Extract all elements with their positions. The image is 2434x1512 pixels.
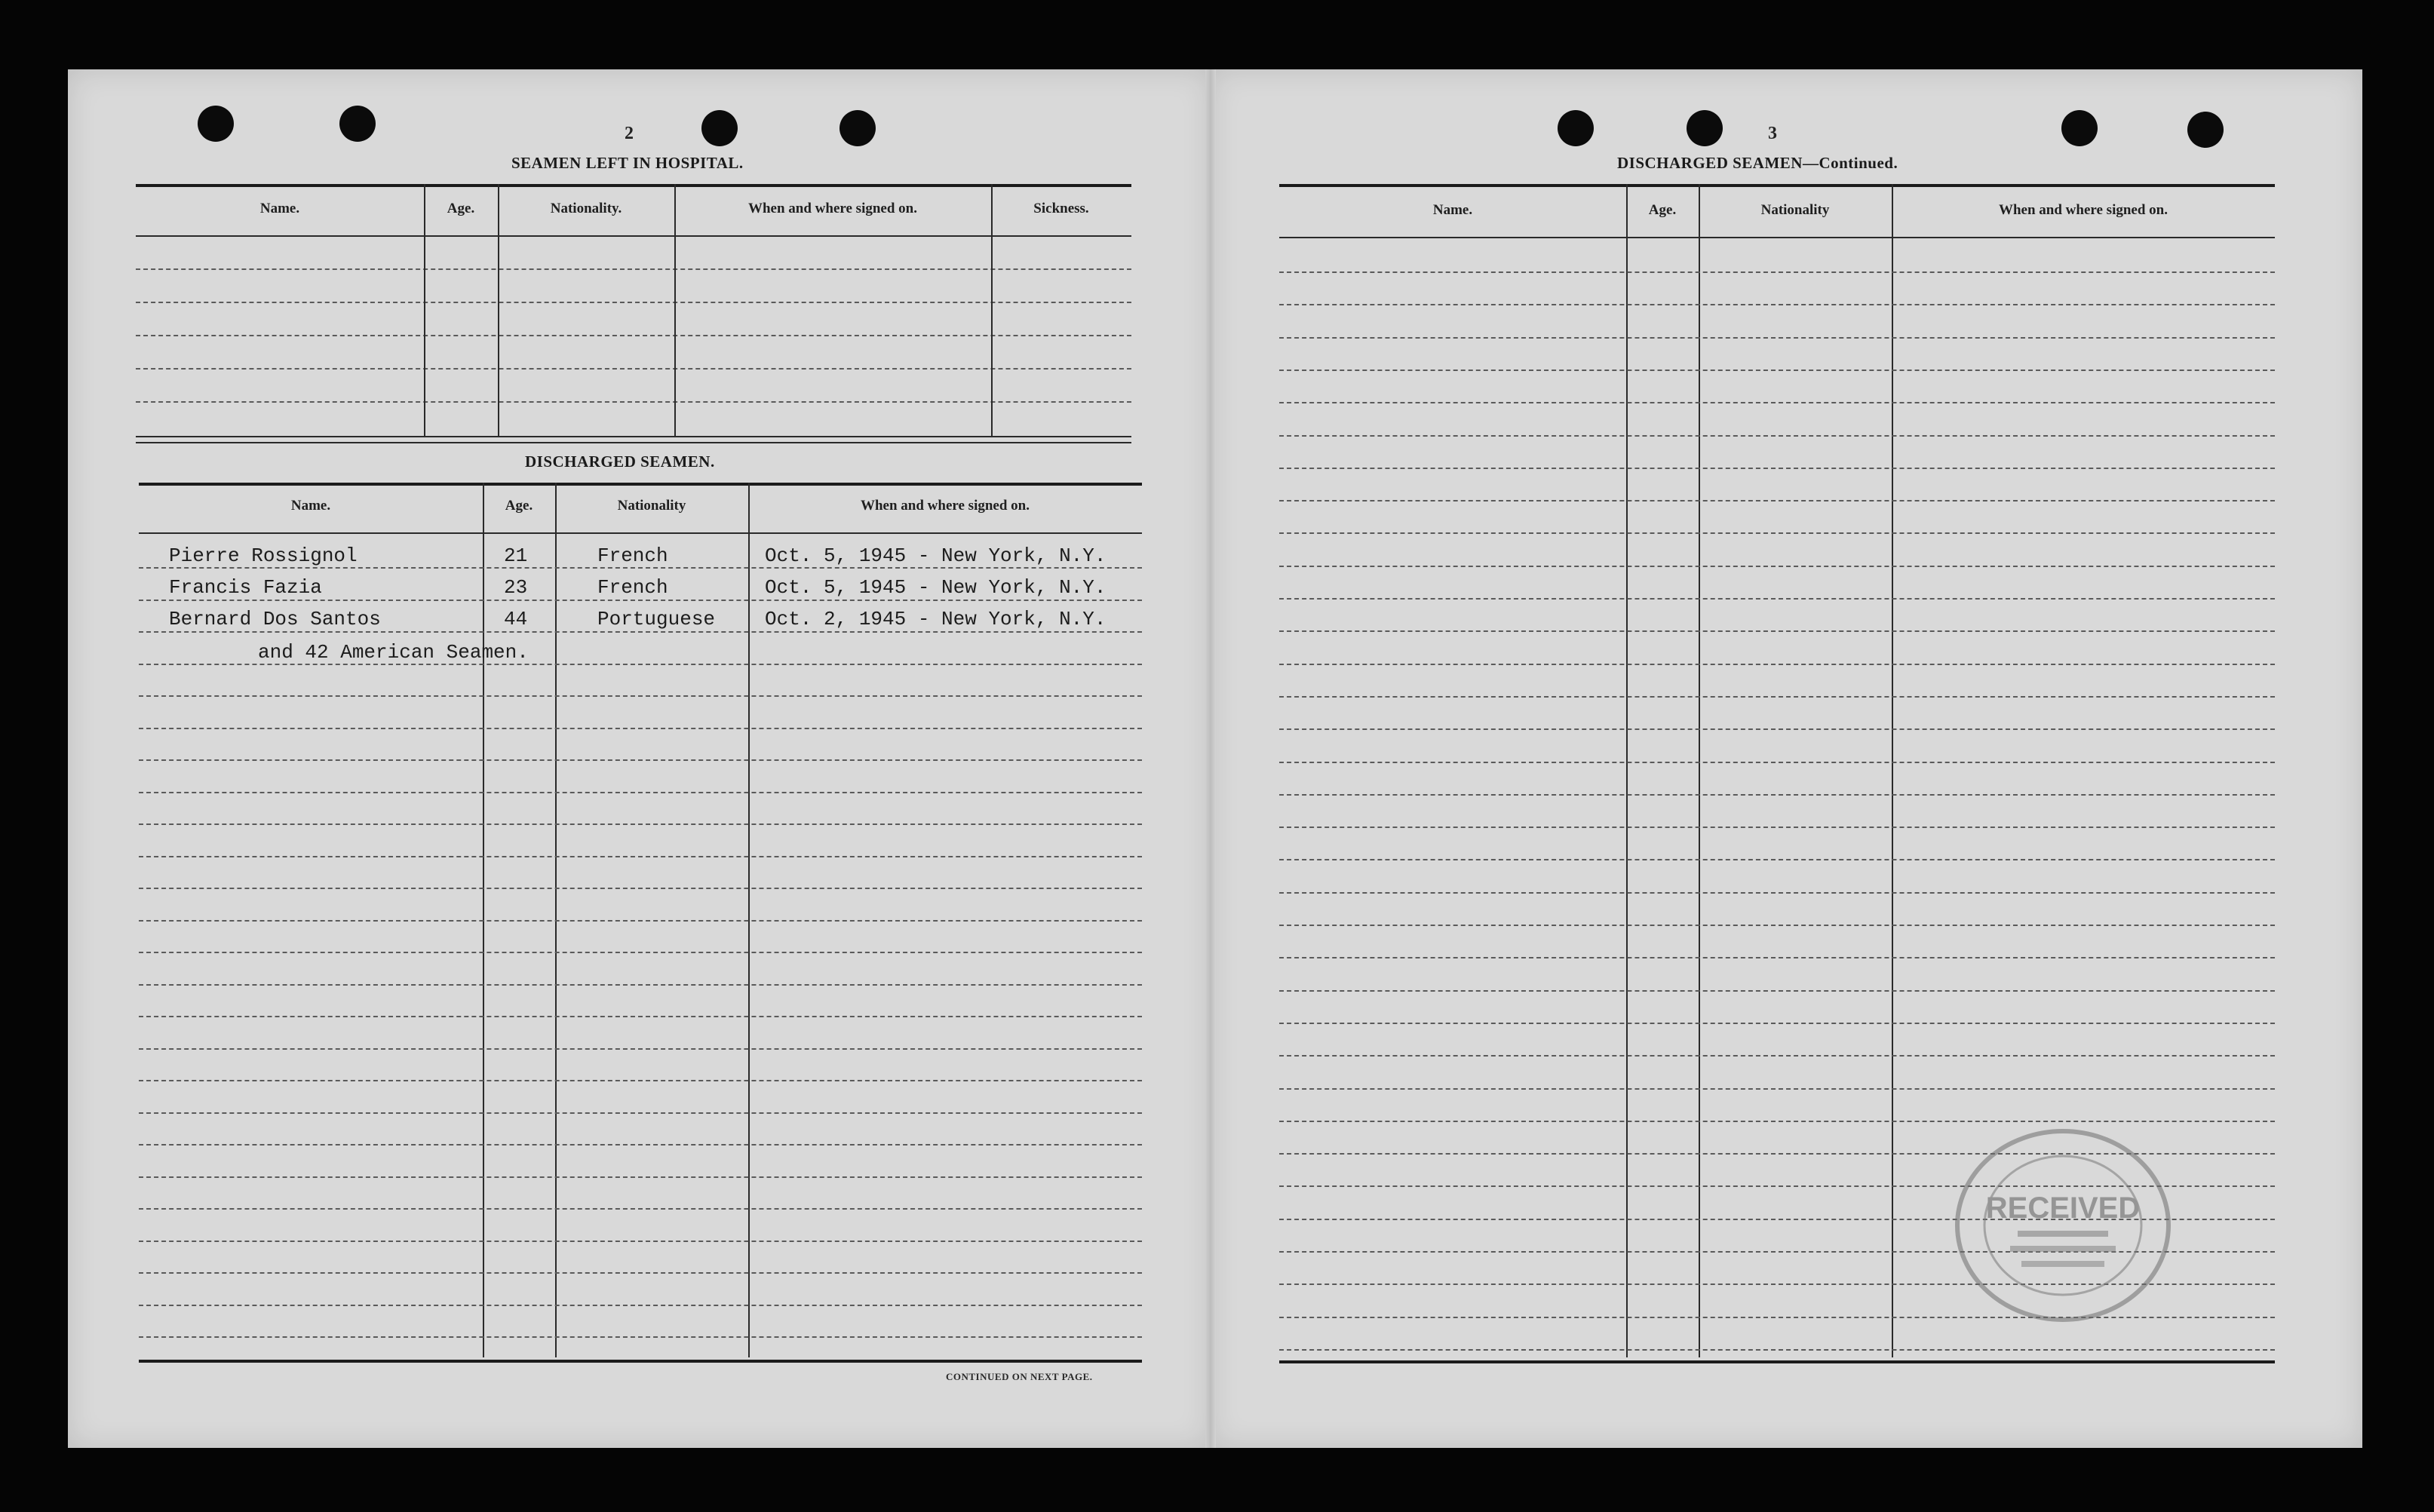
ruled-line [139,567,1142,569]
ruled-line [1279,304,2275,305]
stamp-received-text: RECEIVED [1985,1192,2141,1225]
continued-col-nationality: Nationality [1760,202,1830,218]
ruled-line [1279,337,2275,339]
ruled-line [139,792,1142,793]
punch-hole [1687,110,1723,146]
ruled-line [1279,794,2275,796]
continued-label: CONTINUED ON NEXT PAGE. [946,1371,1093,1382]
ruled-line [139,920,1142,922]
hospital-col-signed-on: When and where signed on. [747,201,917,216]
ruled-line [1279,402,2275,403]
continued-col-name: Name. [1432,202,1473,218]
ruled-line [1279,630,2275,632]
ruled-line [1279,1349,2275,1351]
row-3-nationality: Portuguese [597,608,716,630]
hospital-col-nationality: Nationality. [550,201,622,216]
ruled-line [1279,500,2275,501]
ruled-line [139,631,1142,633]
punch-hole [1558,110,1594,146]
discharged-col-name: Name. [290,498,331,514]
ruled-line [1279,728,2275,730]
ruled-line [139,952,1142,953]
ruled-line [139,1144,1142,1146]
ruled-line [1279,762,2275,763]
discharged-section-title: DISCHARGED SEAMEN. [525,452,715,471]
page-gutter [1205,69,1216,1448]
received-stamp [1950,1124,2176,1327]
ruled-line [139,728,1142,729]
american-seamen-note: and 42 American Seamen. [258,641,529,664]
row-2-age: 23 [504,576,528,599]
ruled-line [139,1272,1142,1274]
row-3-signed-on: Oct. 2, 1945 - New York, N.Y. [765,608,1107,630]
punch-hole [198,106,234,142]
ruled-line [1279,990,2275,992]
row-3-age: 44 [504,608,528,630]
ruled-line [1279,1121,2275,1122]
discharged-col-signed-on: When and where signed on. [860,498,1030,514]
ruled-line [1279,957,2275,958]
ruled-line [139,823,1142,825]
ruled-line [139,1080,1142,1081]
row-1-signed-on: Oct. 5, 1945 - New York, N.Y. [765,544,1107,567]
ruled-line [1279,664,2275,665]
ruled-line [139,1112,1142,1114]
ruled-line [139,759,1142,761]
ruled-line [139,1305,1142,1306]
row-2-name: Francis Fazia [169,576,322,599]
ruled-line [1279,696,2275,698]
punch-hole [339,106,376,142]
punch-hole [839,110,876,146]
ruled-line [1279,271,2275,273]
ruled-line [1279,827,2275,828]
page-number-left: 2 [625,124,634,143]
ruled-line [139,1016,1142,1017]
ruled-line [1279,1055,2275,1057]
row-2-signed-on: Oct. 5, 1945 - New York, N.Y. [765,576,1107,599]
ruled-line [139,1336,1142,1338]
punch-hole [2061,110,2098,146]
ruled-line [139,600,1142,601]
page-number-right: 3 [1768,124,1777,143]
ruled-line [1279,859,2275,860]
row-1-nationality: French [597,544,668,567]
ruled-line [1279,1023,2275,1024]
ruled-line [1279,1088,2275,1090]
ruled-line [1279,468,2275,469]
ruled-line [1279,370,2275,371]
ruled-line [1279,532,2275,534]
ruled-line [139,888,1142,889]
ruled-line [139,984,1142,986]
row-1-age: 21 [504,544,528,567]
row-2-nationality: French [597,576,668,599]
ruled-line [139,695,1142,697]
hospital-col-sickness: Sickness. [1033,201,1089,216]
ruled-line [1279,925,2275,926]
row-1-name: Pierre Rossignol [169,544,358,567]
ruled-line [1279,566,2275,567]
hospital-section-title: SEAMEN LEFT IN HOSPITAL. [511,154,744,172]
ruled-line [139,1176,1142,1178]
discharged-col-age: Age. [505,498,533,514]
row-3-name: Bernard Dos Santos [169,608,381,630]
continued-col-age: Age. [1648,202,1677,218]
punch-hole [2187,112,2224,148]
punch-hole [701,110,738,146]
ruled-line [139,1208,1142,1210]
ruled-line [139,1241,1142,1242]
ruled-line [1279,892,2275,894]
discharged-continued-title: DISCHARGED SEAMEN—Continued. [1617,154,1898,172]
discharged-col-nationality: Nationality [617,498,686,514]
ruled-line [1279,435,2275,437]
ruled-line [139,856,1142,857]
hospital-col-age: Age. [447,201,475,216]
ruled-line [1279,598,2275,600]
hospital-col-name: Name. [259,201,300,216]
continued-col-signed-on: When and where signed on. [1998,202,2168,218]
ruled-line [139,1048,1142,1050]
hospital-table [136,184,1131,444]
